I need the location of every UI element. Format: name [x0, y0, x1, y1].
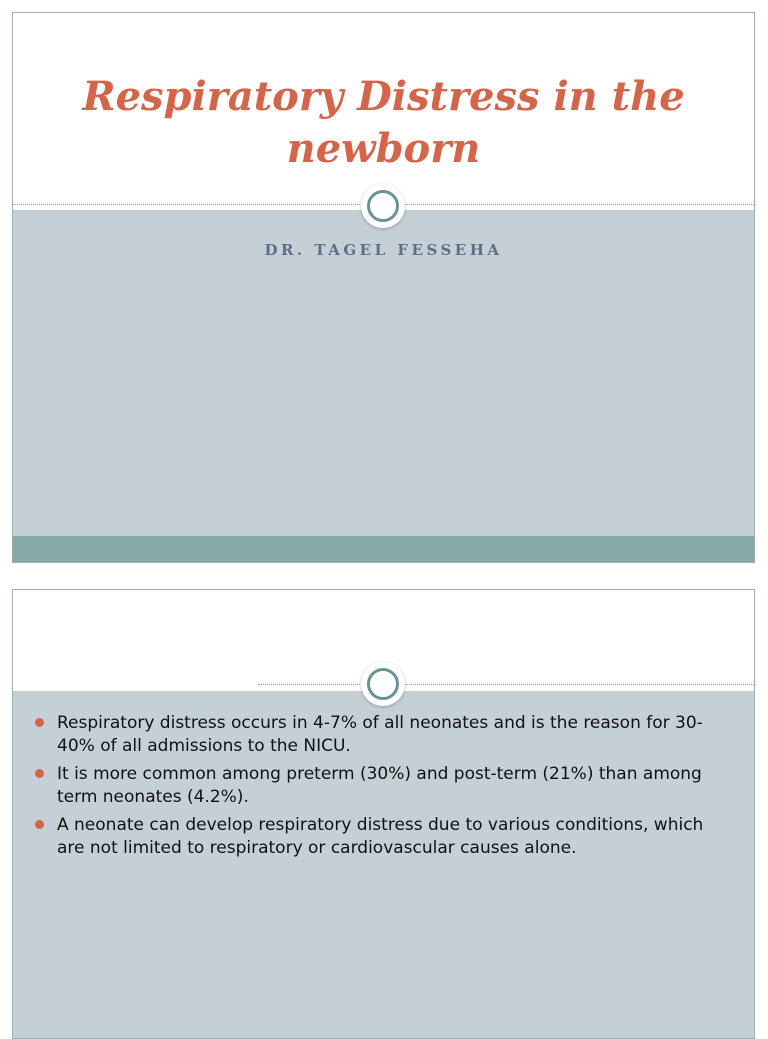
- ring-icon: [361, 662, 405, 706]
- title-slide: [12, 12, 755, 563]
- content-slide: [12, 589, 755, 1039]
- bullet-text: Respiratory distress occurs in 4-7% of all neonates and is the reason for 30-40% of all admissions to the NICU.: [57, 713, 703, 756]
- ring-icon: [361, 184, 405, 228]
- bullet-text: It is more common among preterm (30%) and post-term (21%) than among term neonates (4.2%).: [57, 764, 702, 807]
- bullet-dot-icon: [35, 718, 44, 727]
- bullet-item: [35, 814, 734, 860]
- bullet-dot-icon: [35, 820, 44, 829]
- slide-header-area: [13, 13, 754, 205]
- slide-subtitle: DR. TAGEL FESSEHA: [264, 241, 503, 259]
- bullet-item: [35, 712, 734, 758]
- bullet-list: [35, 712, 734, 865]
- bullet-dot-icon: [35, 769, 44, 778]
- slide-body: [13, 210, 754, 562]
- divider-line: [258, 684, 754, 685]
- bullet-item: [35, 763, 734, 809]
- bottom-band: [13, 536, 754, 562]
- bullet-text: A neonate can develop respiratory distress due to various conditions, which are not limited to respiratory or cardiovascular causes alone.: [57, 815, 704, 858]
- slide-title: Respiratory Distress in the newborn: [82, 73, 685, 172]
